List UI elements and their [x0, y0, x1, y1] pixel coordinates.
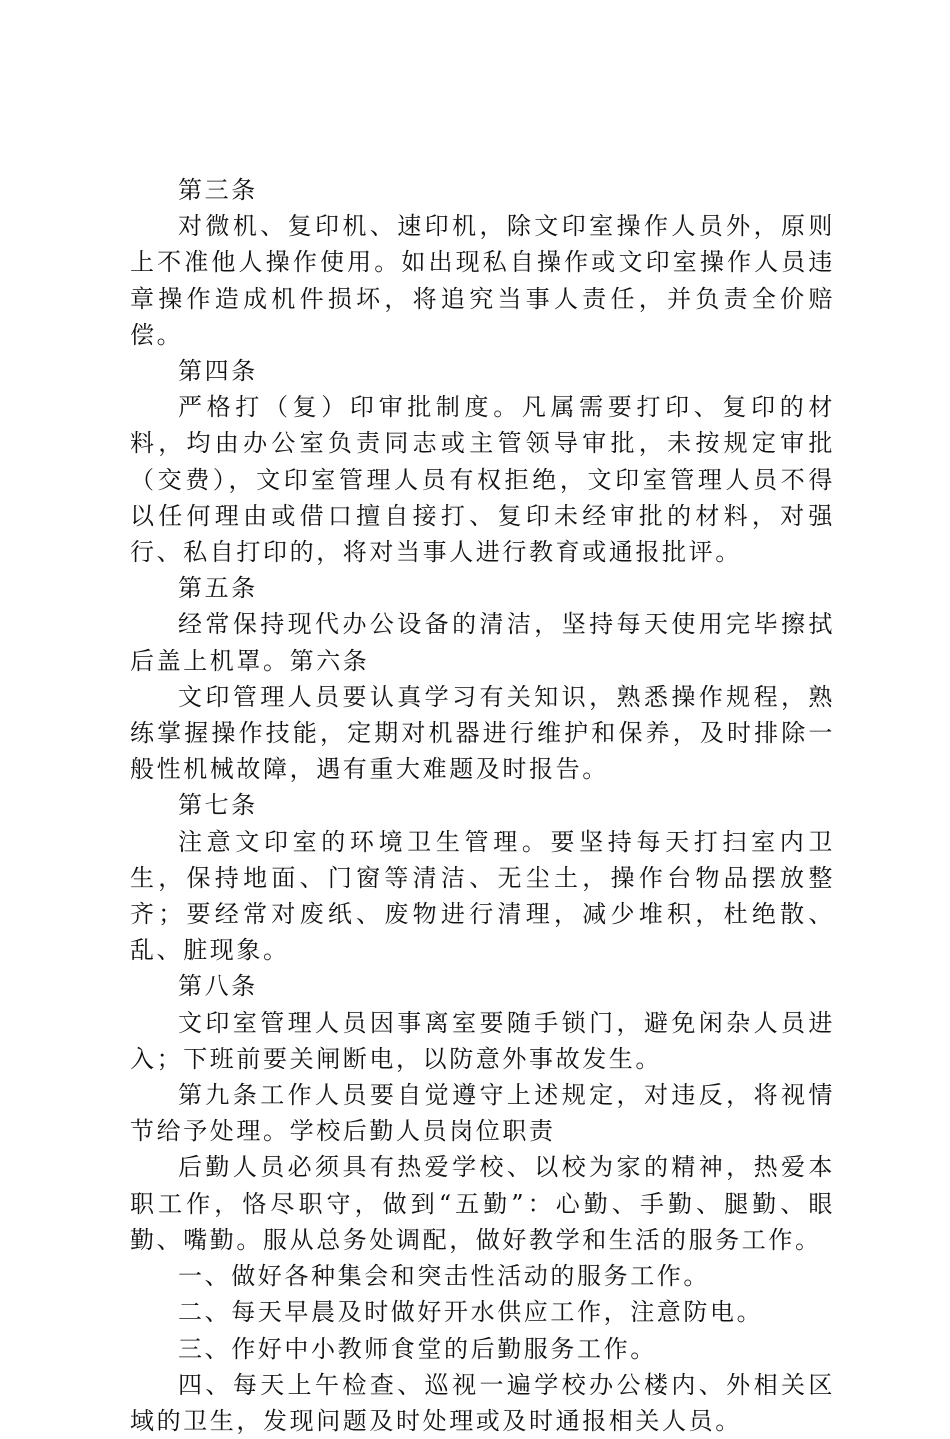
list-item: 三、作好中小教师食堂的后勤服务工作。 — [178, 1334, 657, 1363]
paragraph: 严格打（复）印审批制度。凡属需要打印、复印的材料，均由办公室负责同志或主管领导审批，未按规定审批（交费），文印室管理人员有权拒绝，文印室管理人员不得以任何理由或借口擅自接打、复印未经审批的材料，对强行、私自打印的，将对当事人进行教育或通报批评。 — [130, 393, 835, 567]
document-body — [130, 172, 835, 1439]
paragraph: 经常保持现代办公设备的清洁，坚持每天使用完毕擦拭后盖上机罩。第六条 — [130, 610, 835, 675]
paragraph: 后勤人员必须具有热爱学校、以校为家的精神，热爱本职工作，恪尽职守，做到“五勤”：心勤、手勤、腿勤、眼勤、嘴勤。服从总务处调配，做好教学和生活的服务工作。 — [130, 1153, 835, 1254]
paragraph: 文印室管理人员因事离室要随手锁门，避免闲杂人员进入；下班前要关闸断电，以防意外事故发生。 — [130, 1008, 835, 1073]
paragraph: 文印管理人员要认真学习有关知识，熟悉操作规程，熟练掌握操作技能，定期对机器进行维护和保养，及时排除一般性机械故障，遇有重大难题及时报告。 — [130, 682, 835, 784]
article-heading: 第三条 — [178, 176, 258, 204]
list-item: 四、每天上午检查、巡视一遍学校办公楼内、外相关区域的卫生，发现问题及时处理或及时通报相关人员。 — [130, 1370, 835, 1435]
list-item: 二、每天早晨及时做好开水供应工作，注意防电。 — [178, 1298, 764, 1327]
paragraph: 第九条工作人员要自觉遵守上述规定，对违反，将视情节给予处理。学校后勤人员岗位职责 — [130, 1081, 835, 1146]
article-heading: 第五条 — [178, 574, 258, 603]
list-item: 一、做好各种集会和突击性活动的服务工作。 — [178, 1262, 710, 1291]
paragraph: 对微机、复印机、速印机，除文印室操作人员外，原则上不准他人操作使用。如出现私自操作或文印室操作人员违章操作造成机件损坏，将追究当事人责任，并负责全价赔偿。 — [130, 212, 835, 349]
article-heading: 第八条 — [178, 972, 258, 1001]
article-heading: 第七条 — [178, 791, 258, 820]
article-heading: 第四条 — [178, 357, 258, 386]
paragraph: 注意文印室的环境卫生管理。要坚持每天打扫室内卫生，保持地面、门窗等清洁、无尘土，操作台物品摆放整齐；要经常对废纸、废物进行清理，减少堆积，杜绝散、乱、脏现象。 — [130, 827, 835, 965]
